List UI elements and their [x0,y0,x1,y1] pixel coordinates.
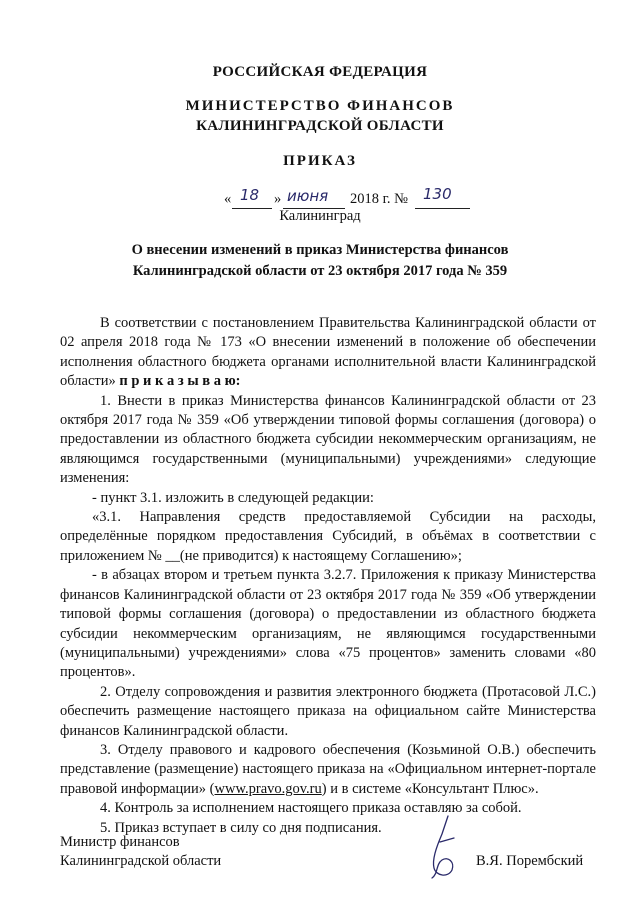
ministry-heading-line1: МИНИСТЕРСТВО ФИНАНСОВ [185,98,455,114]
paragraph-5: 5. Приказ вступает в силу со дня подписания. [100,819,382,836]
order-title-line2: Калининградской области от 23 октября 2017 года № 359 [132,263,508,279]
paragraph-1-item-b: «3.1. Направления средств предоставляемой Субсидии на расходы, определённые порядком предоставления Субсидий, в объёмах в соответствии с приложением № __(не приводится) к настоящему Соглашению»; [60,509,596,564]
handwritten-number: 130 [423,185,452,203]
paragraph-2: 2. Отделу сопровождения и развития электронного бюджета (Протасовой Л.С.) обеспечить размещение настоящего приказа на официальном сайте Министерства финансов Калининградской области. [60,683,596,739]
order-title-line1: О внесении изменений в приказ Министерства финансов [131,242,509,258]
signatory-position-line2: Калининградской области [60,853,222,869]
paragraph-4: 4. Контроль за исполнением настоящего приказа оставляю за собой. [100,800,522,817]
ministry-heading-line2: КАЛИНИНГРАДСКОЙ ОБЛАСТИ [196,118,444,134]
year-and-number-label: 2018 г. № [350,191,409,207]
paragraph-3-text-after: ) и в системе «Консультант Плюс». [321,780,539,797]
handwritten-signature [418,812,468,884]
country-heading: РОССИЙСКАЯ ФЕДЕРАЦИЯ [212,64,428,80]
document-type-heading: ПРИКАЗ [283,153,357,169]
intro-text: В соответствии с постановлением Правительства Калининградской области от 02 апреля 2018 года № 173 «О внесении изменений в положение об обеспечении исполнения областного бюджета органами исполнительной власти Калининградской области» [60,315,596,390]
order-body [60,314,596,838]
date-close-quote: » [274,191,282,207]
signatory-position-line1: Министр финансов [60,834,180,850]
paragraph-1-item-c: - в абзацах втором и третьем пункта 3.2.7. Приложения к приказу Министерства финансов Калининградской области от 23 октября 2017 года № 359 «Об утверждении типовой формы соглашения (договора) о предоставлении из областного бюджета субсидии некоммерческим организациям, не являющимся государственными (муниципальными) учреждениями» слова «75 процентов» заменить словами «80 процентов». [60,567,596,681]
paragraph-3 [60,741,596,799]
intro-decree-word: п р и к а з ы в а ю: [119,373,241,390]
signatory-name: В.Я. Порембский [476,853,584,869]
paragraph-1-item-a: - пункт 3.1. изложить в следующей редакции: [92,489,374,506]
date-open-quote: « [224,191,232,207]
paragraph-1: 1. Внести в приказ Министерства финансов Калининградской области от 23 октября 2017 года № 359 «Об утверждении типовой формы соглашения (договора) о предоставлении из областного бюджета субсидии некоммерческим организациям, не являющимся государственными (муниципальными) учреждениями» следующие изменения: [60,392,596,487]
handwritten-day: 18 [240,186,260,204]
city-name: Калининград [279,208,361,224]
pravo-link[interactable]: www.pravo.gov.ru [214,780,322,797]
intro-paragraph [60,314,596,392]
handwritten-month: июня [287,187,329,205]
paragraph-3-text-before: 3. Отделу правового и кадрового обеспечения (Козьминой О.В.) обеспечить представление (размещение) настоящего приказа на «Официальном интернет-портале правовой информации» ( [60,741,596,797]
